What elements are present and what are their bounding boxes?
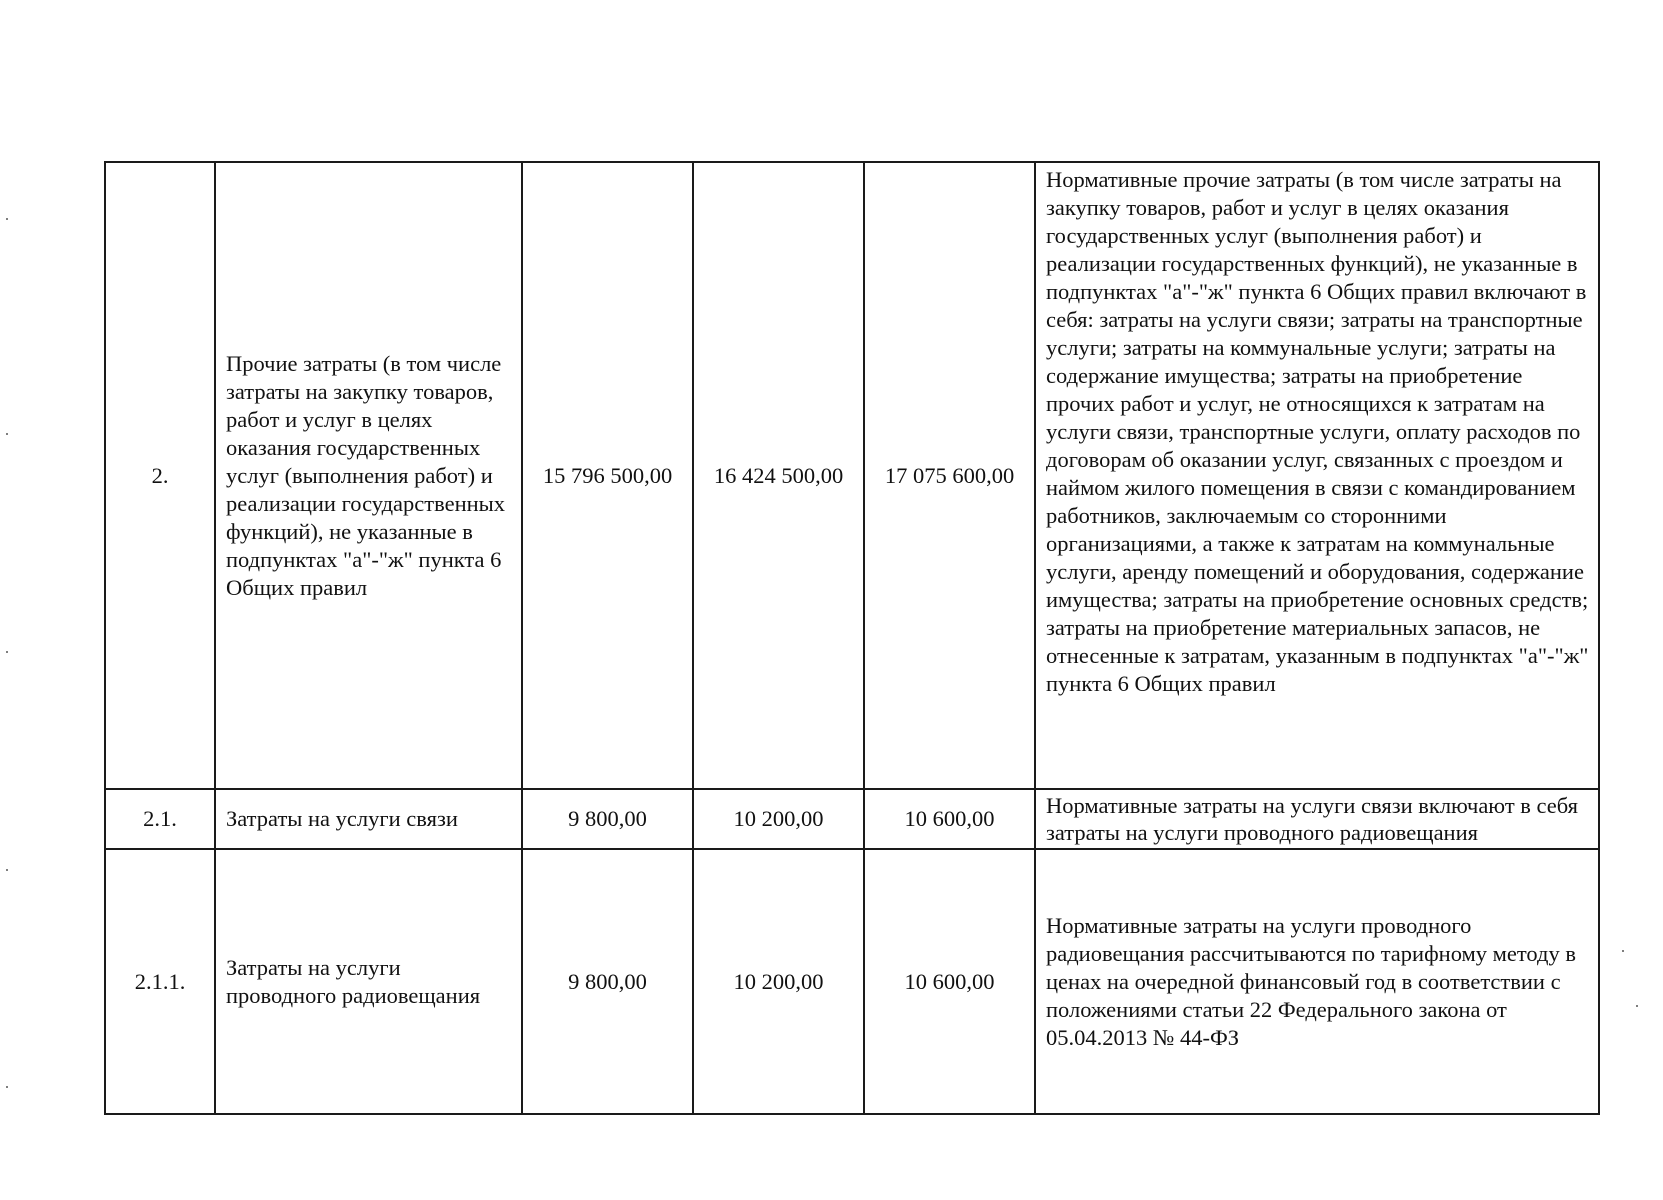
value-year-2: 10 200,00 [693,789,864,849]
cost-item-description-text: Нормативные затраты на услуги связи включают в себя затраты на услуги проводного радиовещания [1046,793,1579,845]
scan-speck [6,869,8,871]
value-year-1: 15 796 500,00 [522,162,693,789]
table-row [105,162,1599,789]
cost-item-name [215,162,522,789]
cost-item-description [1035,849,1599,1114]
scan-speck [6,218,8,220]
value-year-3: 10 600,00 [864,849,1035,1114]
cost-item-description-text: Нормативные затраты на услуги проводного радиовещания рассчитываются по тарифному методу в ценах на очередной финансовый год в соответствии с положениями статьи 22 Федерального закона от 05.04.2013 № 44-ФЗ [1046,912,1576,1050]
value-year-1: 9 800,00 [522,789,693,849]
row-number: 2.1. [105,789,215,849]
scan-speck [1622,950,1624,952]
scan-speck [1636,1005,1638,1007]
cost-item-name-text: Затраты на услуги связи [226,806,458,831]
value-year-1: 9 800,00 [522,849,693,1114]
cost-item-name [215,849,522,1114]
scan-speck [6,433,8,435]
value-year-2: 10 200,00 [693,849,864,1114]
cost-table [104,161,1600,1115]
value-year-2: 16 424 500,00 [693,162,864,789]
table-row [105,849,1599,1114]
value-year-3: 17 075 600,00 [864,162,1035,789]
cost-item-name-text: Прочие затраты (в том числе затраты на закупку товаров, работ и услуг в целях оказания государственных услуг (выполнения работ) и реализации государственных функций), не указанные в подпунктах "а"-"ж" пункта 6 Общих правил [226,350,506,600]
cost-item-description [1035,789,1599,849]
scan-speck [6,1086,8,1088]
cost-item-name [215,789,522,849]
row-number: 2. [105,162,215,789]
cost-item-description [1035,162,1599,789]
table-row [105,789,1599,849]
cost-item-description-text: Нормативные прочие затраты (в том числе затраты на закупку товаров, работ и услуг в целях оказания государственных услуг (выполнения работ) и реализации государственных функций), не указанные в подпунктах "а"-"ж" пункта 6 Общих правил включают в себя: затраты на услуги связи; затраты на транспортные услуги; затраты на коммунальные услуги; затраты на содержание имущества; затраты на приобретение прочих работ и услуг, не относящихся к затратам на услуги связи, транспортные услуги, оплату расходов по договорам об оказании услуг, связанных с проездом и наймом жилого помещения в связи с командированием работников, заключаемым со сторонними организациями, а также к затратам на коммунальные услуги, аренду помещений и оборудования, содержание имущества; затраты на приобретение основных средств; затраты на приобретение материальных запасов, не отнесенные к затратам, указанным в подпунктах "а"-"ж" пункта 6 Общих правил [1046,167,1589,696]
row-number: 2.1.1. [105,849,215,1114]
cost-item-name-text: Затраты на услуги проводного радиовещания [226,954,481,1008]
scan-speck [6,651,8,653]
value-year-3: 10 600,00 [864,789,1035,849]
